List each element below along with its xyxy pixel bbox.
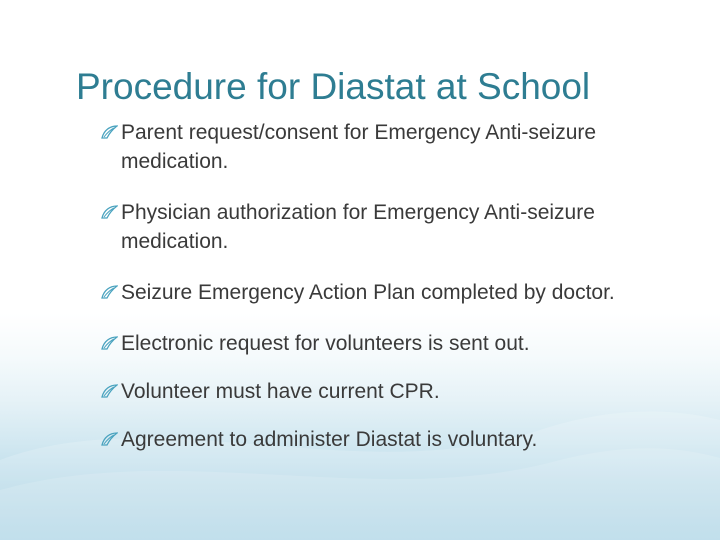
bullet-item-voluntary-agreement (100, 425, 640, 454)
bullet-item-parent-consent (100, 118, 640, 176)
leaf-swoosh-icon (101, 384, 118, 398)
bullet-text: Agreement to administer Diastat is voluntary. (121, 428, 538, 451)
bullet-item-volunteer-request (100, 329, 640, 358)
leaf-swoosh-icon (101, 125, 118, 139)
slide-title: Procedure for Diastat at School (76, 66, 591, 107)
bullet-item-cpr-requirement (100, 377, 640, 406)
bullet-text: Seizure Emergency Action Plan completed by doctor. (121, 281, 615, 304)
bullet-text: Parent request/consent for Emergency Anti-seizure medication. (121, 121, 597, 173)
bullet-item-action-plan (100, 278, 640, 307)
bullet-text: Volunteer must have current CPR. (121, 380, 440, 403)
bullet-text: Electronic request for volunteers is sent out. (121, 332, 530, 355)
bullet-list (100, 118, 640, 476)
bullet-text: Physician authorization for Emergency Anti-seizure medication. (121, 201, 595, 253)
leaf-swoosh-icon (101, 285, 118, 299)
leaf-swoosh-icon (101, 205, 118, 219)
bullet-item-physician-authorization (100, 198, 640, 256)
leaf-swoosh-icon (101, 336, 118, 350)
leaf-swoosh-icon (101, 432, 118, 446)
